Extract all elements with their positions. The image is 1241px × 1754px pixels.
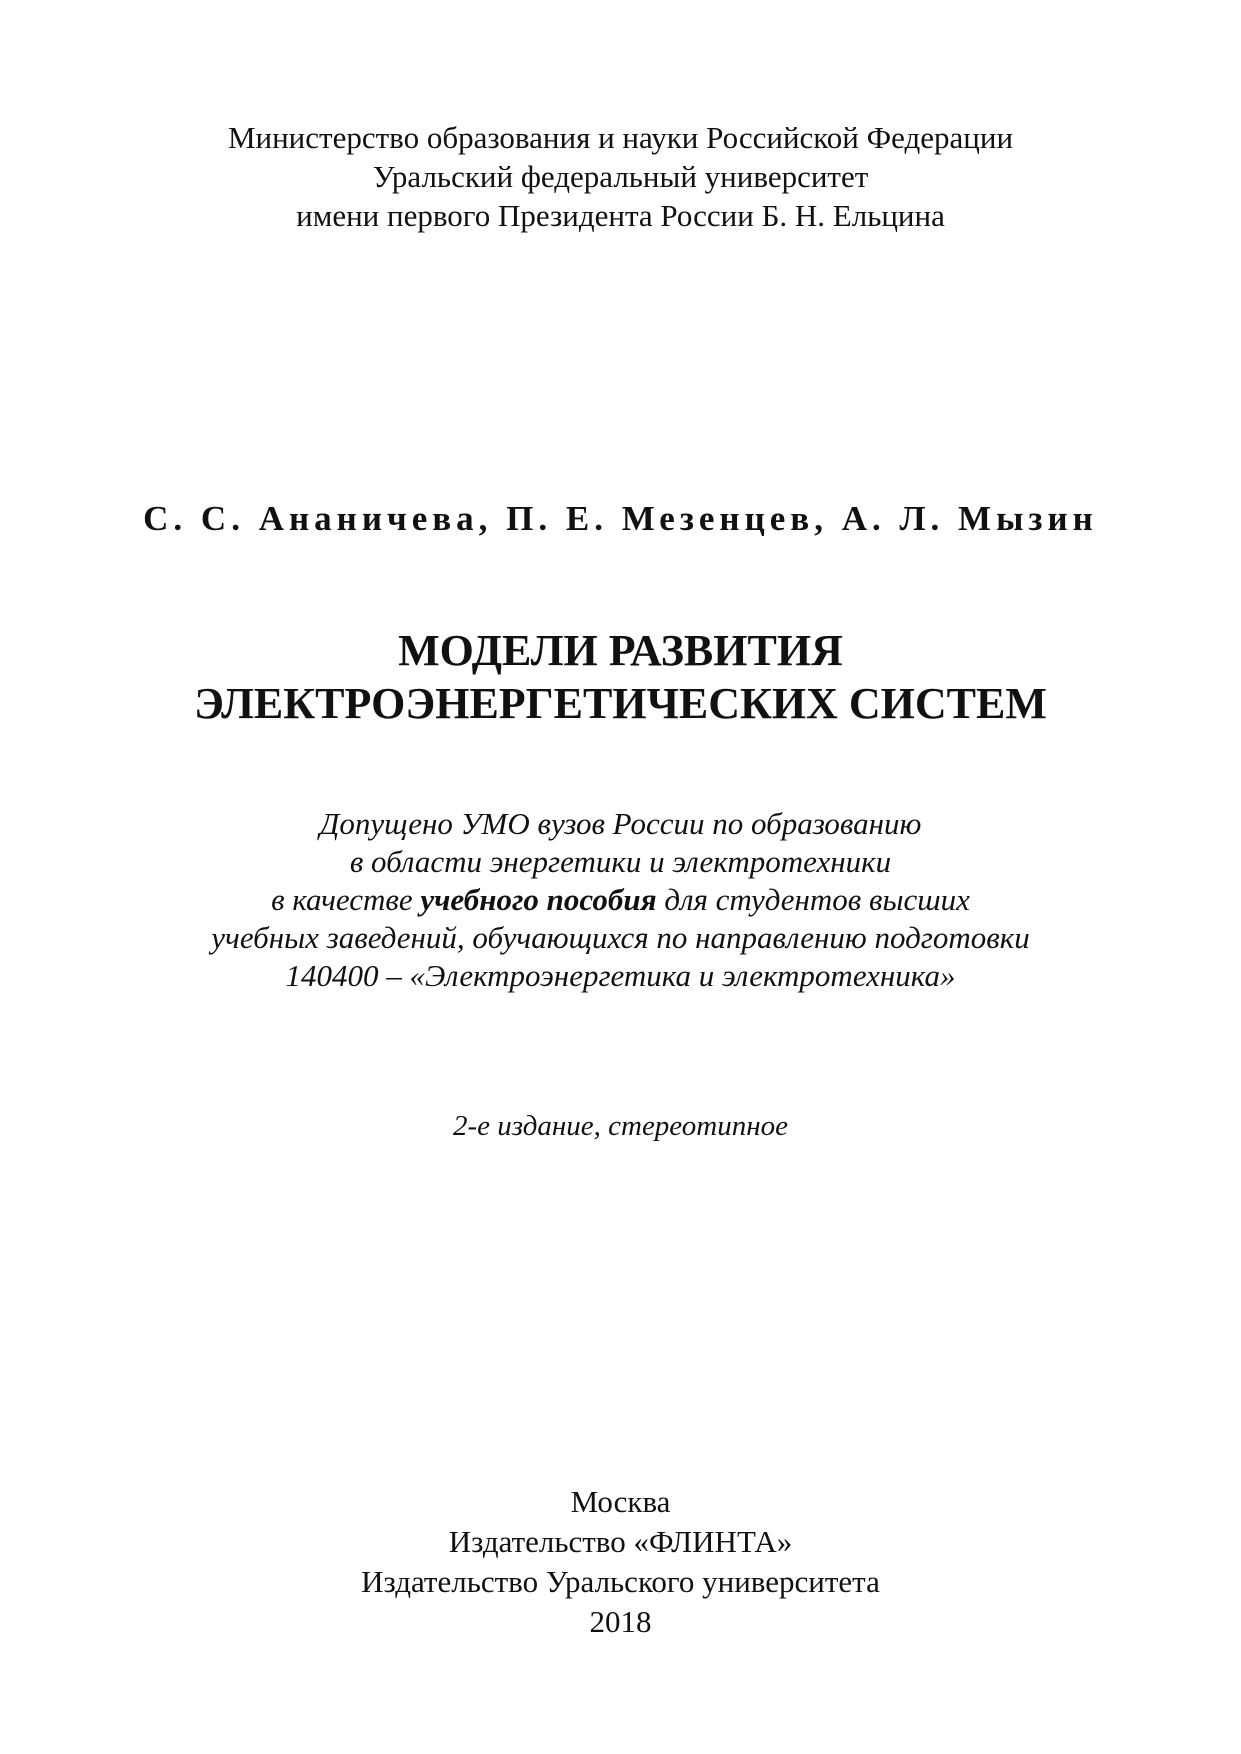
institution-university: Уральский федеральный университет [372, 159, 869, 194]
approval-line-4: учебных заведений, обучающихся по направлению подготовки [211, 920, 1030, 955]
approval-note [0, 805, 1241, 995]
authors [0, 497, 1241, 541]
imprint-publisher-ural: Издательство Уральского университета [361, 1564, 880, 1599]
institution-university-name: имени первого Президента России Б. Н. Ельцина [296, 198, 945, 233]
book-title-line-2: ЭЛЕКТРОЭНЕРГЕТИЧЕСКИХ СИСТЕМ [194, 679, 1047, 728]
approval-line-3 [0, 881, 1241, 919]
institution-ministry: Министерство образования и науки Российской Федерации [227, 120, 1014, 155]
book-title-line-1: МОДЕЛИ РАЗВИТИЯ [398, 626, 843, 675]
approval-textbook-label: учебного пособия [420, 882, 657, 917]
imprint-year: 2018 [589, 1604, 652, 1639]
approval-line-2: в области энергетики и электротехники [349, 844, 892, 879]
approval-line-3-after: для студентов высших [656, 882, 970, 917]
edition-text: 2-е издание, стереотипное [452, 1110, 788, 1142]
imprint [0, 1482, 1241, 1642]
institution-header [0, 118, 1241, 235]
edition-note [0, 1108, 1241, 1144]
approval-line-5: 140400 – «Электроэнергетика и электротехника» [285, 958, 956, 993]
imprint-city: Москва [570, 1484, 671, 1519]
approval-line-1: Допущено УМО вузов России по образованию [319, 806, 922, 841]
approval-line-3-before: в качестве [271, 882, 421, 917]
author-list: С. С. Ананичева, П. Е. Мезенцев, А. Л. Мызин [143, 499, 1098, 538]
book-title [0, 624, 1241, 730]
imprint-publisher-flinta: Издательство «ФЛИНТА» [448, 1524, 793, 1559]
